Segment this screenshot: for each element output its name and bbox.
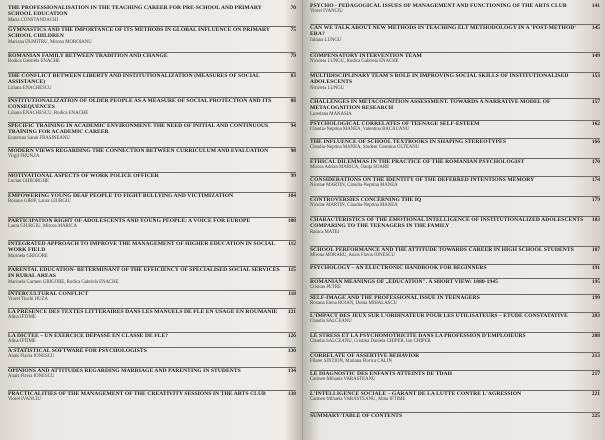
toc-entry-authors: Nicolae MARTIN, Claudia-Neptina MANEA <box>310 203 398 209</box>
toc-separator <box>8 26 296 27</box>
toc-entry-title: CHALLENGES IN METACOGNITION ASSESSMENT. TOWARDS A NARRATIVE MODEL OF METACOGNITION RESEARCH <box>310 99 551 112</box>
toc-entry <box>8 173 296 185</box>
left-page <box>8 3 296 439</box>
toc-entry-authors: Claudia-Neptina MANEA, Student Cosmina OLTEANU <box>310 145 420 151</box>
toc-entry <box>8 391 296 403</box>
toc-entry-title: L'INTELLIGENCE SOCIALE – GARANT DE LA LUTTE CONTRE L'AGRESSION <box>310 391 522 397</box>
toc-entry-authors: Nicolae MARTIN, Claudia-Neptina MANEA <box>310 183 398 189</box>
toc-entry-page-number: 170 <box>591 159 600 165</box>
toc-entry-title: PSYCHO - PEDAGOGICAL ISSUES OF MANAGEMENT AND FUNCTIONING OF THE ARTS CLUB <box>310 3 567 9</box>
toc-entry-authors: Carmen-Mihaela VARASTEANU, Alina IFTIME <box>310 397 406 403</box>
toc-separator <box>310 412 600 413</box>
toc-entry-title: CONTROVERSIES CONCERNING THE IQ <box>310 197 422 203</box>
toc-entry-title: CORRELATE OF ASSERTIVE BEHAVIOR <box>310 353 420 359</box>
toc-entry-page-number: 75 <box>290 27 296 33</box>
toc-entry-page-number: 187 <box>591 247 600 253</box>
toc-entry-page-number: 99 <box>290 173 296 179</box>
toc-entry <box>310 279 600 291</box>
toc-entry-authors: Anais Flavia IONESCU <box>8 354 55 360</box>
toc-separator <box>310 390 600 391</box>
toc-entry <box>8 267 296 285</box>
toc-entry <box>310 177 600 189</box>
toc-separator <box>8 147 296 148</box>
toc-entry <box>8 241 296 259</box>
toc-entry-page-number: 179 <box>591 197 600 203</box>
toc-separator <box>310 120 600 121</box>
toc-entry-authors: Anais Flavia IONESCU <box>8 374 55 380</box>
toc-entry-authors: Mariana DUMITRU, Mirona MOROIANU <box>8 39 92 45</box>
toc-entry-title: SUMMARY/TABLE OF CONTENTS <box>310 413 403 419</box>
toc-entry-authors: Claudia-Neptina MANEA, Valentina BACAUANU <box>310 127 410 133</box>
toc-entry-title: LA DICTÉE – UN EXERCICE DÉPASSÉ EN CLASSE DE FLE? <box>8 333 169 339</box>
toc-entry <box>310 139 600 151</box>
toc-entry-title: ROMANIAN MEANINGS OF „EDUCATION". A SHORT VIEW: 1880-1945 <box>310 279 498 285</box>
toc-entry-page-number: 191 <box>591 265 600 271</box>
toc-entry-authors: Maria CONSTANDACHI <box>8 17 59 23</box>
toc-separator <box>310 138 600 139</box>
toc-entry <box>310 295 600 307</box>
toc-entry-authors: Roxana GIRIP, Laura GIURGIU <box>8 199 71 205</box>
toc-entry-page-number: 130 <box>287 348 296 354</box>
toc-separator <box>310 278 600 279</box>
toc-entry <box>8 123 296 141</box>
toc-entry-page-number: 79 <box>290 53 296 59</box>
toc-entry <box>310 121 600 133</box>
toc-entry-page-number: 104 <box>287 193 296 199</box>
toc-entry-title: PARENTAL EDUCATION- BETERMINANT OF THE EFFICIENCY OF SPECIALISED SOCIAL SERVICES IN RURAL AREAS <box>8 267 280 280</box>
toc-separator <box>310 98 600 99</box>
toc-entry-authors: Loredana MANASIA <box>310 111 352 117</box>
toc-entry-title: THE INFLUENCE OF SCHOOL TEXTBOOKS IN SHAPING STEREOTYPES <box>310 139 506 145</box>
toc-entry-page-number: 217 <box>591 371 600 377</box>
book-gutter <box>302 0 303 440</box>
toc-separator <box>8 52 296 53</box>
toc-entry-page-number: 195 <box>591 279 600 285</box>
toc-entry-page-number: 203 <box>591 313 600 319</box>
toc-entry <box>8 193 296 205</box>
toc-separator <box>310 158 600 159</box>
toc-entry-authors: Claudia SALCEANU <box>310 319 352 325</box>
toc-entry <box>8 309 296 321</box>
toc-entry <box>310 353 600 365</box>
toc-entry-title: L'IMPACT DES JEUX SUR L'ORDINATEUR POUR LES UTILISATEURS – ETUDE CONSTATATIVE <box>310 313 568 319</box>
toc-entry-title: PARTICIPATION RIGHT OF ADOLESCENTS AND YOUNG PEOPLE: A VOICE FOR EUROPE <box>8 218 251 224</box>
toc-entry-authors: Ecaterina Sarah FRASINEANU <box>8 135 70 141</box>
toc-entry-page-number: 183 <box>591 217 600 223</box>
toc-separator <box>8 347 296 348</box>
toc-separator <box>310 196 600 197</box>
toc-entry-title: MOTIVATIONAL ASPECTS OF WORK POLICE OFFICER <box>8 173 159 179</box>
toc-entry-title: CHARACTERISTICS OF THE EMOTIONAL INTELLIGENCE OF INSTITUTIONALIZED ADOLESCENTS COMPARING TO THE TEENAGERS IN THE FAMILY <box>310 217 584 230</box>
toc-separator <box>8 72 296 73</box>
toc-separator <box>310 352 600 353</box>
toc-entry-title: ROMANIAN FAMILY BETWEEN TRADITION AND CHANGE <box>8 53 168 59</box>
toc-entry <box>8 98 296 116</box>
toc-entry-authors: Laura GIURGIU, Mircea MARICA <box>8 224 78 230</box>
toc-entry <box>310 73 600 91</box>
toc-entry-title: EMPOWERING YOUNG DEAF PEOPLE TO FIGHT BULLYING AND VICTIMIZATION <box>8 193 234 199</box>
toc-entry-title: OPINIONS AND ATTITUDES REGARDING MARRIAGE AND PARENTING IN STUDENTS <box>8 368 241 374</box>
toc-entry-page-number: 199 <box>591 295 600 301</box>
toc-entry-title: PRACTICALITIES OF THE MANAGEMENT OF THE CREATIVITY SESSIONS IN THE ARTS CLUB <box>8 391 266 397</box>
toc-entry-authors: Mirona MORARU, Anais Flavia IONESCU <box>310 253 395 259</box>
toc-entry-authors: Marinela Carmen GRIGORE, Rodica Gabriela ENACHE <box>8 279 119 285</box>
toc-separator <box>8 308 296 309</box>
toc-entry <box>310 197 600 209</box>
toc-entry <box>8 53 296 65</box>
toc-entry-page-number: 134 <box>287 368 296 374</box>
toc-entry-authors: Iuliana LUNGU <box>310 37 342 43</box>
toc-separator <box>8 332 296 333</box>
toc-entry <box>8 333 296 345</box>
toc-separator <box>310 216 600 217</box>
toc-entry-title: SELF-IMAGE AND THE PROFESSIONAL ISSUE IN TEENAGERS <box>310 295 480 301</box>
toc-entry <box>8 73 296 91</box>
toc-entry <box>310 391 600 403</box>
toc-entry-authors: Viorel IVANCIU <box>310 9 343 15</box>
toc-entry-page-number: 162 <box>591 121 600 127</box>
toc-entry-page-number: 145 <box>591 25 600 31</box>
toc-separator <box>310 312 600 313</box>
toc-entry-title: INTERCULTURAL CONFLICT <box>8 291 89 297</box>
toc-separator <box>8 192 296 193</box>
toc-separator <box>8 367 296 368</box>
toc-separator <box>8 217 296 218</box>
toc-entry <box>310 25 600 43</box>
toc-entry-authors: Alina IFTIME <box>8 339 36 345</box>
toc-entry-authors: Liliana ENACHESCU <box>8 85 52 91</box>
toc-entry-title: INTEGRATED APPROACH TO IMPROVE THE MANAGEMENT OF HIGHER EDUCATION IN SOCIAL WORK FIELD <box>8 241 275 254</box>
toc-entry <box>310 99 600 117</box>
toc-entry-authors: Claudia SALCEANU, Cristina Daniela CHIPER, Ion CHIPER <box>310 339 431 345</box>
toc-entry <box>310 313 600 325</box>
toc-entry <box>8 348 296 360</box>
toc-entry-page-number: 126 <box>287 333 296 339</box>
toc-entry-page-number: 118 <box>288 291 296 297</box>
toc-entry-authors: Nicoleta LUNGU, Rodica Gabriela ENACHE <box>310 59 399 65</box>
toc-entry <box>8 368 296 380</box>
toc-entry-authors: Raluca MATEI <box>310 229 340 235</box>
toc-entry-title: CONSIDERATIONS ON THE IDENTITY OF THE DEFERRED INTENTIONS MEMORY <box>310 177 535 183</box>
toc-entry-authors: Alina IFTIME <box>8 315 36 321</box>
toc-entry <box>310 3 600 15</box>
toc-entry-title: SPECIFIC TRAINING IN ACADEMIC ENVIRONMENT. THE NEED OF INITIAL AND CONTINUOUS TRAINING FOR ACADEMIC CAREER <box>8 123 269 136</box>
toc-entry-page-number: 138 <box>287 391 296 397</box>
toc-entry-authors: Mircea Adrian MARICA, Oanţa SOARE <box>310 165 390 171</box>
toc-separator <box>8 122 296 123</box>
right-page <box>310 3 600 439</box>
toc-entry-page-number: 157 <box>591 99 600 105</box>
toc-entry-title: THE CONFLICT BETWEEN LIBERTY AND INSTITUTIONALIZATION (MEASURES OF SOCIAL ASSISTANCE) <box>8 73 260 86</box>
toc-entry <box>8 5 296 23</box>
toc-entry <box>310 333 600 345</box>
toc-entry-page-number: 213 <box>591 353 600 359</box>
toc-entry-page-number: 88 <box>290 98 296 104</box>
toc-separator <box>310 24 600 25</box>
toc-entry <box>310 159 600 171</box>
toc-separator <box>310 176 600 177</box>
toc-entry-page-number: 153 <box>591 73 600 79</box>
toc-separator <box>8 172 296 173</box>
toc-separator <box>310 72 600 73</box>
toc-entry-title: INSTITUTIONALIZATION OF OLDER PEOPLE AS A MEASURE OF SOCIAL PROTECTION AND ITS CONSEQUENCES <box>8 98 272 111</box>
toc-separator <box>8 97 296 98</box>
toc-entry <box>310 371 600 383</box>
toc-entry-authors: Virgil FRUNZA <box>8 154 40 160</box>
toc-entry-authors: Roxana Elena ROIAN, Doina MIHALASCU <box>310 301 397 307</box>
toc-entry-title: LE STRESS ET LA PSYCHOMOTRICITE DANS LA PROFESSION D'EMPLOIEURS <box>310 333 526 339</box>
toc-entry-title: CAN WE TALK ABOUT NEW METHODS IN TEACHING ELT METHODOLOGY IN A 'POST-METHOD' ERA? <box>310 25 577 38</box>
toc-entry-authors: Filaret SINTION, Mariana Florica CALIN <box>310 359 392 365</box>
toc-entry-title: PSYCHOLOGY – AN ELECTRONIC HANDBOOK FOR BEGINNERS <box>310 265 487 271</box>
toc-separator <box>310 332 600 333</box>
toc-entry-authors: Marinela GRIGORE <box>8 253 48 259</box>
toc-entry-authors: Nicoleta LUNGU <box>310 85 345 91</box>
toc-entry <box>8 291 296 303</box>
toc-entry-page-number: 225 <box>591 413 600 419</box>
toc-entry-authors: Viorel IVANCIU <box>8 397 41 403</box>
toc-entry <box>310 413 600 419</box>
toc-entry <box>8 218 296 230</box>
toc-separator <box>310 294 600 295</box>
toc-entry-title: COMPENSATORY INTERVENTION TEAM <box>310 53 422 59</box>
toc-entry-page-number: 121 <box>287 309 296 315</box>
toc-entry-title: GYMNASTICS AND THE IMPORTANCE OF ITS METHODS IN GLOBAL INFLUENCE ON PRIMARY SCHOOL CHILDREN <box>8 27 270 40</box>
toc-entry <box>8 148 296 160</box>
toc-entry-authors: Lucian GHEORGHE <box>8 179 49 185</box>
toc-entry-title: THE PROFESSIONALISATION IN THE TEACHING CAREER FOR PRE-SCHOOL AND PRIMARY SCHOOL EDUCATION <box>8 5 262 18</box>
toc-entry-title: SCHOOL PERFORMANCE AND THE ATTITUDE TOWARDS CAREER IN HIGH SCHOOL STUDENTS <box>310 247 574 253</box>
toc-entry <box>310 247 600 259</box>
toc-separator <box>8 290 296 291</box>
toc-separator <box>8 240 296 241</box>
toc-entry <box>310 217 600 235</box>
toc-entry-title: MULTIDISCIPLINARY TEAM'S ROLE IN IMPROVING SOCIAL SKILLS OF INSTITUTIONALISED ADOLESCENTS <box>310 73 569 86</box>
toc-separator <box>8 390 296 391</box>
toc-entry-page-number: 70 <box>290 5 296 11</box>
toc-entry-page-number: 94 <box>290 123 296 129</box>
toc-separator <box>310 246 600 247</box>
toc-entry-title: MODERN VIEWS REGARDING THE CONNECTION BETWEEN CURRICULUM AND EVALUATION <box>8 148 269 154</box>
toc-entry-page-number: 166 <box>591 139 600 145</box>
toc-entry-page-number: 141 <box>591 3 600 9</box>
toc-entry-page-number: 83 <box>290 73 296 79</box>
toc-entry-page-number: 112 <box>288 241 296 247</box>
toc-entry-authors: Cristian PETRE <box>310 285 342 291</box>
toc-entry-page-number: 174 <box>591 177 600 183</box>
toc-separator <box>310 370 600 371</box>
toc-entry-authors: Liliana ENACHESCU, Rodica ENACHE <box>8 110 89 116</box>
toc-entry <box>310 265 600 271</box>
toc-entry-page-number: 221 <box>591 391 600 397</box>
toc-separator <box>310 52 600 53</box>
toc-entry-title: LA PRÉSENCE DES TEXTES LITTÉRAIRES DANS LES MANUELS DE FLE EN USAGE EN ROUMANIE <box>8 309 278 315</box>
toc-entry-title: PSYCHOLOGICAL CORRELATES OF TEENAGE SELF-ESTEEM <box>310 121 480 127</box>
toc-entry-page-number: 108 <box>287 218 296 224</box>
toc-entry <box>8 27 296 45</box>
toc-entry-authors: Rodica Gabriela ENACHE <box>8 59 60 65</box>
toc-separator <box>8 266 296 267</box>
toc-entry <box>310 53 600 65</box>
toc-entry-authors: Viorel Tiuchi HUZA <box>8 297 48 303</box>
toc-entry-page-number: 149 <box>591 53 600 59</box>
toc-entry-authors: Carmen-Mihaela VARASTEANU <box>310 377 376 383</box>
toc-entry-title: A STATISTICAL SOFTWARE FOR PSYCHOLOGISTS <box>8 348 147 354</box>
toc-entry-page-number: 208 <box>591 333 600 339</box>
toc-entry-page-number: 98 <box>290 148 296 154</box>
toc-entry-page-number: 115 <box>288 267 296 273</box>
toc-separator <box>310 264 600 265</box>
toc-entry-title: ETHICAL DILEMMAS IN THE PRACTICE OF THE ROMANIAN PSYCHOLOGIST <box>310 159 525 165</box>
toc-entry-title: LE DIAGNOSTIC DES ENFANTS ATTEINTS DE TDAH <box>310 371 452 377</box>
